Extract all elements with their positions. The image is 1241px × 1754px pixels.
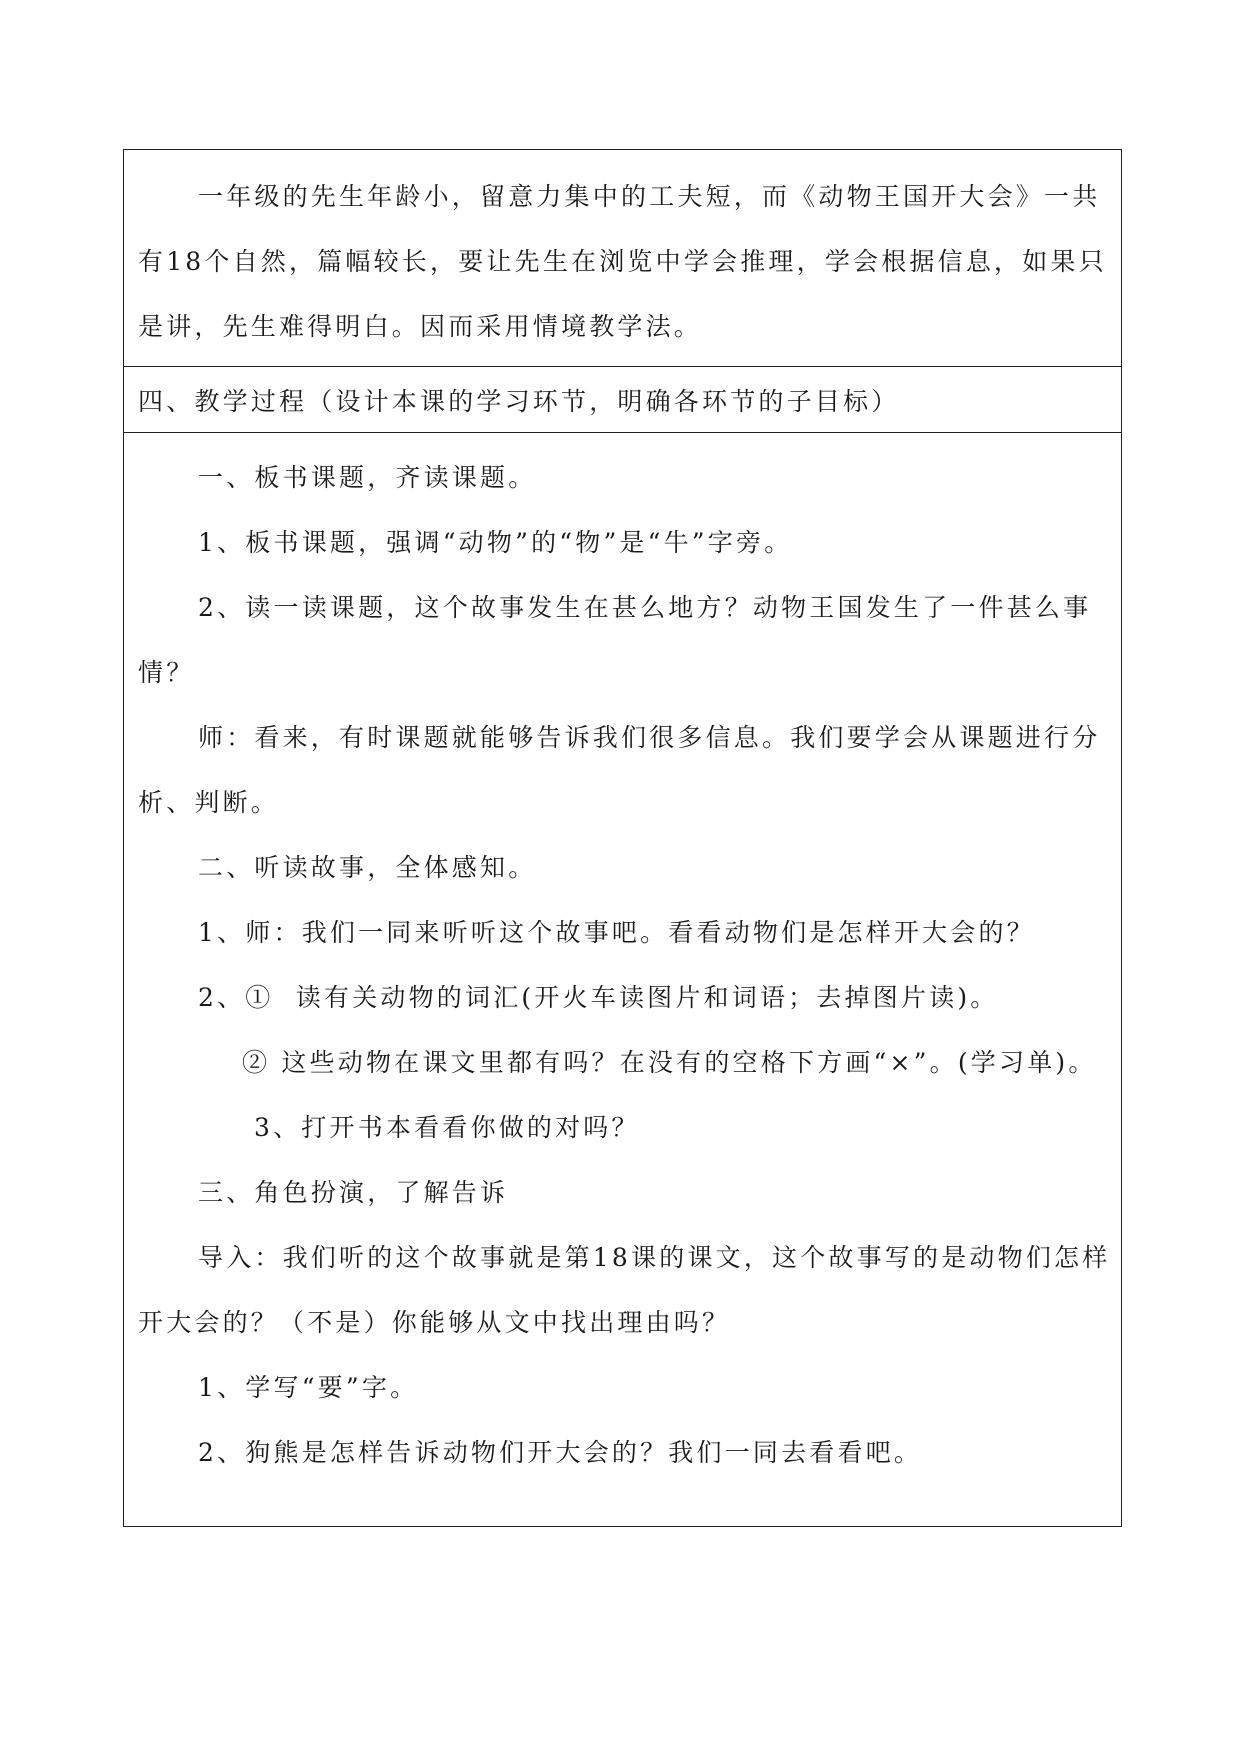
step2-title: 二、听读故事，全体感知。 xyxy=(198,853,537,882)
step1-title: 一、板书课题，齐读课题。 xyxy=(198,463,537,492)
step3-item1: 1、学写“要”字。 xyxy=(198,1373,419,1402)
step3-intro: 导入：我们听的这个故事就是第18课的课文，这个故事写的是动物们怎样开大会的？（不是）你能够从文中找出理由吗？ xyxy=(138,1243,1111,1337)
section-header-teaching-process: 四、教学过程（设计本课的学习环节，明确各环节的子目标） xyxy=(138,386,900,416)
step1-item1: 1、板书课题，强调“动物”的“物”是“牛”字旁。 xyxy=(198,528,793,557)
step2-item2b: ② 这些动物在课文里都有吗？在没有的空格下方画“×”。(学习单)。 xyxy=(242,1048,1097,1077)
step1-teacher-note: 师：看来，有时课题就能够告诉我们很多信息。我们要学会从课题进行分析、判断。 xyxy=(138,723,1101,817)
lesson-plan-table xyxy=(123,149,1122,1527)
teaching-process-cell xyxy=(124,432,1121,1526)
step1-item2: 2、读一读课题，这个故事发生在甚么地方？动物王国发生了一件甚么事情？ xyxy=(138,593,1092,687)
step3-title: 三、角色扮演，了解告诉 xyxy=(198,1178,509,1207)
section-header-cell xyxy=(124,366,1121,432)
step2-item1: 1、师：我们一同来听听这个故事吧。看看动物们是怎样开大会的？ xyxy=(198,918,1035,947)
teaching-method-paragraph: 一年级的先生年龄小，留意力集中的工夫短，而《动物王国开大会》一共有18个自然，篇幅较长，要让先生在浏览中学会推理，学会根据信息，如果只是讲，先生难得明白。因而采用情境教学法。 xyxy=(138,182,1107,341)
step2-item3: 3、打开书本看看你做的对吗？ xyxy=(254,1113,640,1142)
step3-item2: 2、狗熊是怎样告诉动物们开大会的？我们一同去看看吧。 xyxy=(198,1438,923,1467)
step2-item2: 2、① 读有关动物的词汇(开火车读图片和词语；去掉图片读)。 xyxy=(198,983,999,1012)
teaching-method-cell xyxy=(124,150,1121,366)
